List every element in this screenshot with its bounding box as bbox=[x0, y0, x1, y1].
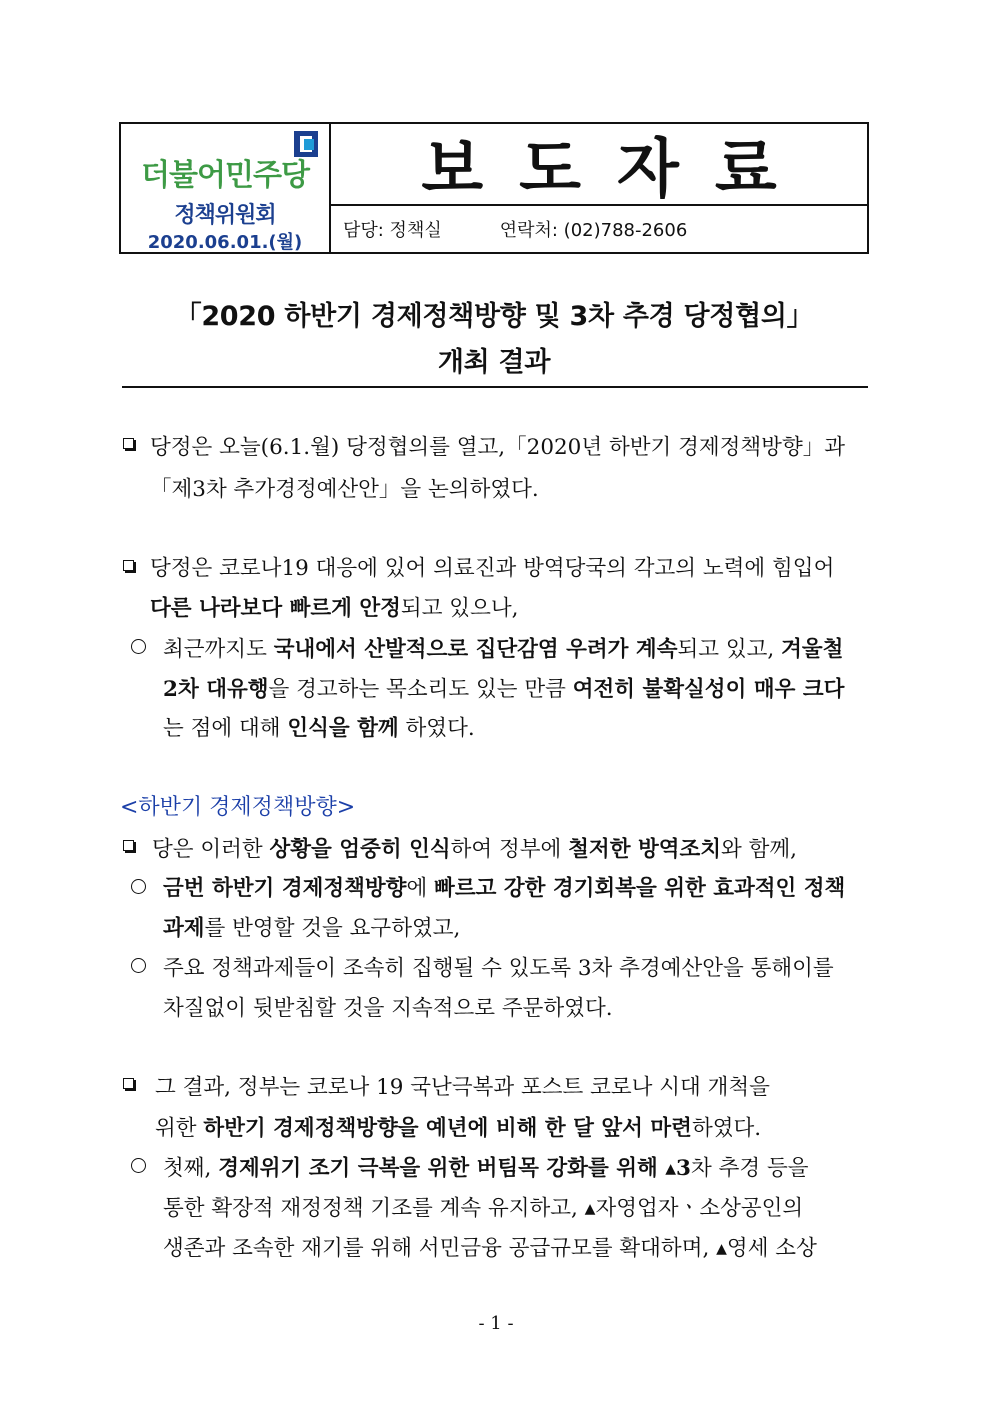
contact-department: 담당: 정책실 bbox=[343, 220, 442, 241]
p3s2-line2: 차질없이 뒷받침할 것을 지속적으로 주문하였다. bbox=[163, 996, 613, 1021]
p3-e: 와 함께, bbox=[721, 837, 798, 862]
square-bullet-icon bbox=[123, 560, 134, 571]
p4-l2b: 하반기 경제정책방향을 예년에 비해 한 달 앞서 마련 bbox=[203, 1116, 692, 1141]
p4-l2a: 위한 bbox=[155, 1116, 204, 1141]
section-heading: <하반기 경제정책방향> bbox=[120, 795, 356, 820]
p1-line2: 「제3차 추가경정예산안」을 논의하였다. bbox=[150, 477, 539, 502]
party-logo-block bbox=[121, 124, 331, 252]
p2s-l3a: 는 점에 대해 bbox=[163, 716, 288, 741]
p4s-line2: 통한 확장적 재정정책 기조를 계속 유지하고, ▴자영업자ㆍ소상공인의 bbox=[163, 1196, 804, 1221]
p4-line1: 그 결과, 정부는 코로나 19 국난극복과 포스트 코로나 시대 개척을 bbox=[155, 1075, 770, 1100]
square-bullet-icon bbox=[123, 1078, 134, 1089]
p3s1-b: 에 bbox=[406, 876, 435, 901]
p3-c: 하여 정부에 bbox=[450, 837, 569, 862]
press-release-title: 보도자료 bbox=[331, 124, 867, 206]
document-title-line2: 개최 결과 bbox=[437, 347, 551, 378]
title-cell bbox=[331, 124, 867, 252]
press-header bbox=[119, 122, 869, 254]
circle-bullet-icon bbox=[131, 958, 146, 973]
p4s-c: 차 추경 등을 bbox=[690, 1156, 809, 1181]
p2-emphasis: 다른 나라보다 빠르게 안정 bbox=[150, 596, 401, 621]
p3s1-l2a: 과제 bbox=[163, 916, 205, 941]
document-title-line1: 「2020 하반기 경제정책방향 및 3차 추경 당정협의」 bbox=[174, 301, 814, 332]
p2s-c: 되고 있고, bbox=[677, 637, 782, 662]
circle-bullet-icon bbox=[131, 879, 146, 894]
committee-name: 정책위원회 bbox=[174, 203, 276, 228]
p2s-l3b: 인식을 함께 bbox=[287, 716, 399, 741]
page-number: - 1 - bbox=[478, 1313, 514, 1334]
p1-line1: 당정은 오늘(6.1.월) 당정협의를 열고,「2020년 하반기 경제정책방향」과 bbox=[150, 435, 845, 460]
p4-l2c: 하였다. bbox=[691, 1116, 762, 1141]
p4s-b: 경제위기 조기 극복을 위한 버팀목 강화를 위해 ▴3 bbox=[218, 1156, 691, 1181]
p3-b: 상황을 엄중히 인식 bbox=[269, 837, 451, 862]
p2s-a: 최근까지도 bbox=[163, 637, 274, 662]
contact-phone: 연락처: (02)788-2606 bbox=[499, 220, 688, 241]
p2s-l2c: 여전히 불확실성이 매우 크다 bbox=[572, 677, 845, 702]
square-bullet-icon bbox=[123, 438, 134, 449]
circle-bullet-icon bbox=[131, 639, 146, 654]
circle-bullet-icon bbox=[131, 1158, 146, 1173]
p3-d: 철저한 방역조치 bbox=[568, 837, 722, 862]
party-name: 더불어민주당 bbox=[141, 158, 309, 193]
p2s-l2b: 을 경고하는 목소리도 있는 만큼 bbox=[268, 677, 573, 702]
p2s-l3c: 하였다. bbox=[398, 716, 475, 741]
p3s1-l2b: 를 반영할 것을 요구하였고, bbox=[204, 916, 461, 941]
p2-line2-rest: 되고 있으나, bbox=[400, 596, 519, 621]
square-bullet-icon bbox=[123, 840, 134, 851]
p2s-b: 국내에서 산발적으로 집단감염 우려가 계속 bbox=[273, 637, 678, 662]
p3s1-a: 금번 하반기 경제정책방향 bbox=[163, 876, 407, 901]
p2s-d: 겨울철 bbox=[781, 637, 844, 662]
p4s-a: 첫째, bbox=[163, 1156, 219, 1181]
contact-info bbox=[331, 206, 867, 252]
p3-a: 당은 이러한 bbox=[152, 837, 270, 862]
title-divider bbox=[122, 386, 868, 388]
p3s2-line1: 주요 정책과제들이 조속히 집행될 수 있도록 3차 추경예산안을 통해이를 bbox=[163, 956, 834, 981]
release-date: 2020.06.01.(월) bbox=[147, 232, 303, 253]
p4s-line3: 생존과 조속한 재기를 위해 서민금융 공급규모를 확대하며, ▴영세 소상 bbox=[163, 1236, 817, 1261]
p2-line1: 당정은 코로나19 대응에 있어 의료진과 방역당국의 각고의 노력에 힘입어 bbox=[150, 556, 835, 581]
p2s-l2a: 2차 대유행 bbox=[163, 677, 269, 702]
p3s1-c: 빠르고 강한 경기회복을 위한 효과적인 정책 bbox=[434, 876, 846, 901]
